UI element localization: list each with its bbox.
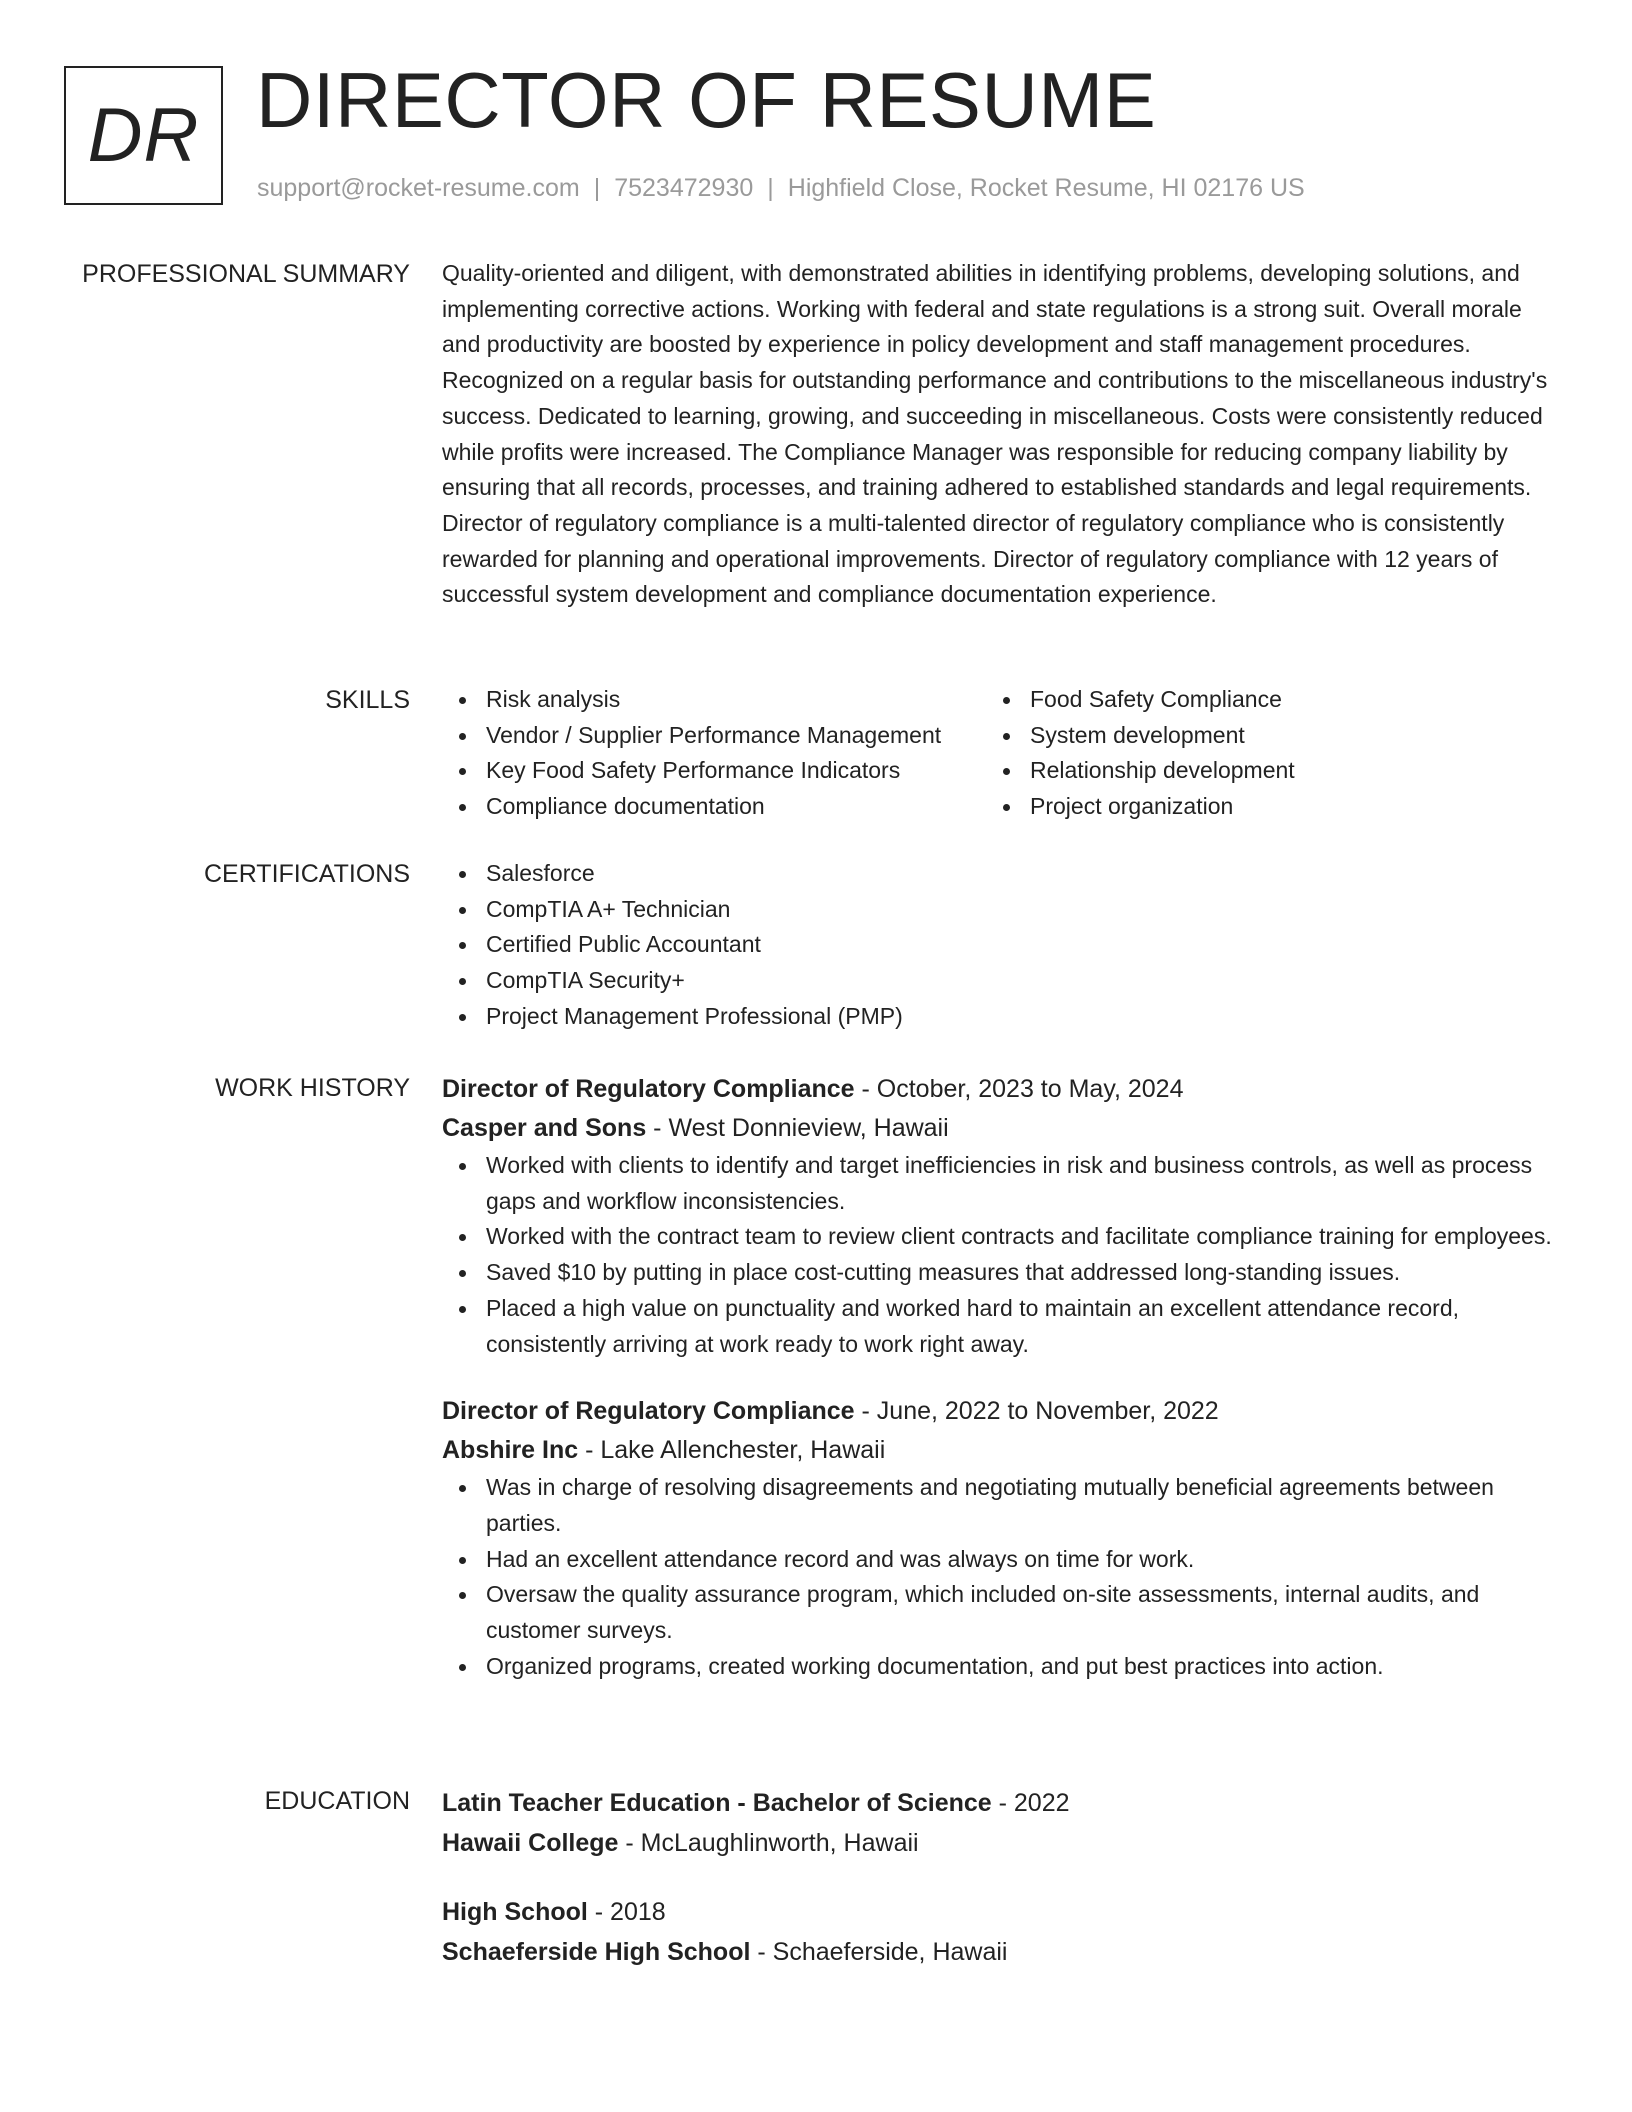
certification-item: Project Management Professional (PMP) xyxy=(442,999,1552,1035)
education-year: - 2022 xyxy=(991,1789,1070,1817)
job-company: Casper and Sons xyxy=(442,1114,647,1142)
job-bullet: Had an excellent attendance record and was always on time for work. xyxy=(442,1542,1552,1578)
job-entry xyxy=(442,1070,1552,1362)
contact-address: Highfield Close, Rocket Resume, HI 02176 US xyxy=(787,174,1305,202)
education-entry xyxy=(442,1892,1552,1972)
education-degree-line xyxy=(442,1783,1552,1823)
certification-item: CompTIA Security+ xyxy=(442,963,1552,999)
skill-item: Compliance documentation xyxy=(442,789,986,825)
work-history-body xyxy=(442,1070,1552,1684)
job-bullet: Worked with the contract team to review client contracts and facilitate compliance training for employees. xyxy=(442,1219,1552,1255)
job-bullet: Placed a high value on punctuality and worked hard to maintain an excellent attendance record, consistently arriving at work ready to work right away. xyxy=(442,1291,1552,1362)
summary-text: Quality-oriented and diligent, with demonstrated abilities in identifying problems, developing solutions, and implementing corrective actions. Working with federal and state regulations is a strong suit. Overall morale and productivity are boosted by experience in policy development and staff management procedures. Recognized on a regular basis for outstanding performance and contributions to the miscellaneous industry's success. Dedicated to learning, growing, and succeeding in miscellaneous. Costs were consistently reduced while profits were increased. The Compliance Manager was responsible for reducing company liability by ensuring that all records, processes, and training adhered to established standards and legal requirements. Director of regulatory compliance is a multi-talented director of regulatory compliance who is consistently rewarded for planning and operational improvements. Director of regulatory compliance with 12 years of successful system development and compliance documentation experience. xyxy=(442,260,1548,608)
skill-item: System development xyxy=(986,718,1546,754)
job-bullet: Worked with clients to identify and target inefficiencies in risk and business controls, as well as process gaps and workflow inconsistencies. xyxy=(442,1148,1552,1219)
contact-separator: | xyxy=(767,174,774,202)
monogram-logo xyxy=(64,66,223,205)
skill-item: Relationship development xyxy=(986,753,1546,789)
contact-line xyxy=(257,174,1305,203)
skills-column-2 xyxy=(986,682,1546,825)
job-location: - Lake Allenchester, Hawaii xyxy=(578,1436,886,1465)
section-heading-skills: SKILLS xyxy=(325,686,410,714)
job-title-line xyxy=(442,1392,1552,1431)
education-school-line xyxy=(442,1932,1552,1972)
skill-item: Key Food Safety Performance Indicators xyxy=(442,753,986,789)
section-heading-certifications: CERTIFICATIONS xyxy=(203,860,410,888)
education-school-line xyxy=(442,1823,1552,1863)
education-school: Hawaii College xyxy=(442,1829,619,1857)
job-company-line xyxy=(442,1431,1552,1470)
job-responsibilities xyxy=(442,1148,1552,1362)
job-entry xyxy=(442,1392,1552,1684)
job-bullet: Saved $10 by putting in place cost-cutting measures that addressed long-standing issues. xyxy=(442,1255,1552,1291)
job-bullet: Oversaw the quality assurance program, which included on-site assessments, internal audits, and customer surveys. xyxy=(442,1577,1552,1648)
job-title: Director of Regulatory Compliance xyxy=(442,1075,855,1103)
job-title-line xyxy=(442,1070,1552,1109)
skills-body xyxy=(442,682,1552,825)
job-responsibilities xyxy=(442,1470,1552,1684)
certification-item: CompTIA A+ Technician xyxy=(442,892,1552,928)
job-bullet: Was in charge of resolving disagreements and negotiating mutually beneficial agreements between parties. xyxy=(442,1470,1552,1541)
job-bullet: Organized programs, created working documentation, and put best practices into action. xyxy=(442,1649,1552,1685)
education-degree-line xyxy=(442,1892,1552,1932)
skill-item: Food Safety Compliance xyxy=(986,682,1546,718)
section-heading-education: EDUCATION xyxy=(264,1787,410,1815)
certification-item: Certified Public Accountant xyxy=(442,927,1552,963)
education-location: - McLaughlinworth, Hawaii xyxy=(618,1829,919,1857)
skills-column-1 xyxy=(442,682,986,825)
education-degree: Latin Teacher Education - Bachelor of Science xyxy=(442,1789,992,1817)
section-heading-work-history: WORK HISTORY xyxy=(215,1074,410,1102)
contact-separator: | xyxy=(593,174,601,202)
job-title: Director of Regulatory Compliance xyxy=(442,1397,855,1426)
certifications-list xyxy=(442,856,1552,1035)
job-location: - West Donnieview, Hawaii xyxy=(646,1114,949,1142)
contact-email[interactable]: support@rocket-resume.com xyxy=(257,174,580,202)
job-company-line xyxy=(442,1109,1552,1148)
education-body xyxy=(442,1783,1552,1972)
job-dates: - June, 2022 to November, 2022 xyxy=(854,1397,1219,1426)
certification-item: Salesforce xyxy=(442,856,1552,892)
education-school: Schaeferside High School xyxy=(442,1938,751,1966)
section-heading-summary: PROFESSIONAL SUMMARY xyxy=(82,260,410,288)
skill-item: Vendor / Supplier Performance Management xyxy=(442,718,986,754)
summary-body xyxy=(442,256,1552,613)
candidate-name: DIRECTOR OF RESUME xyxy=(256,56,1157,144)
job-company: Abshire Inc xyxy=(442,1436,579,1465)
skill-item: Risk analysis xyxy=(442,682,986,718)
certifications-body xyxy=(442,856,1552,1035)
education-year: - 2018 xyxy=(587,1898,666,1926)
education-degree: High School xyxy=(442,1898,588,1926)
contact-phone[interactable]: 7523472930 xyxy=(614,174,754,202)
skill-item: Project organization xyxy=(986,789,1546,825)
education-location: - Schaeferside, Hawaii xyxy=(750,1938,1008,1966)
monogram-text: DR xyxy=(87,93,200,178)
education-entry xyxy=(442,1783,1552,1863)
job-dates: - October, 2023 to May, 2024 xyxy=(854,1075,1184,1103)
